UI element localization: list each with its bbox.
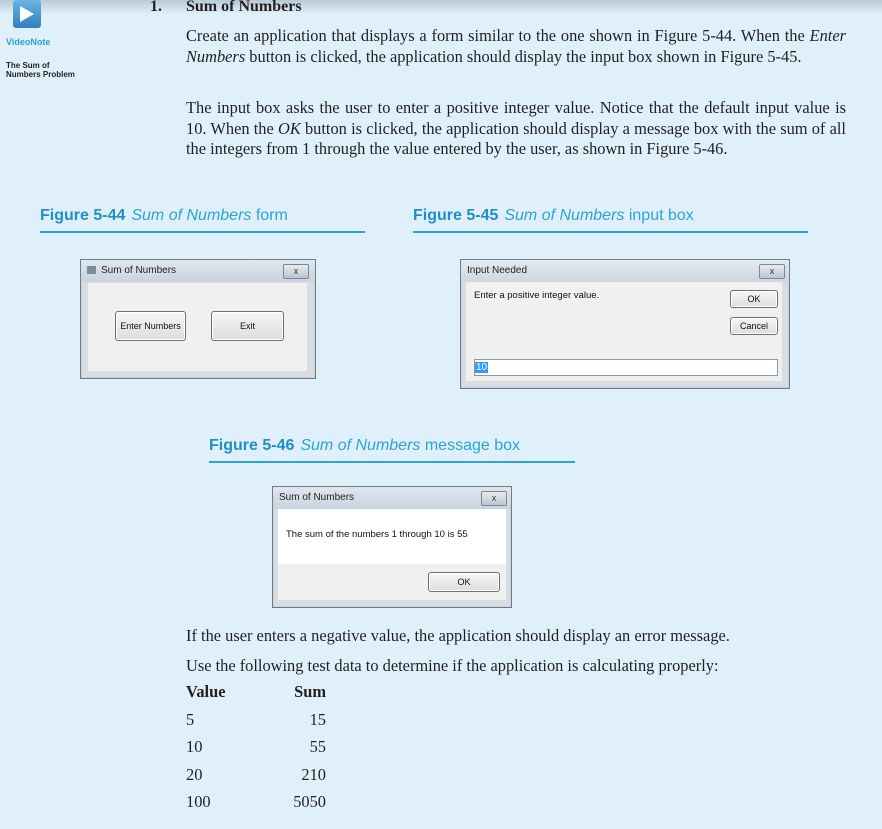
value-cell: 5 [186, 709, 195, 729]
figure-title-rest: form [251, 207, 288, 224]
sum-cell: 55 [309, 737, 326, 756]
videonote-label: VideoNote [6, 37, 51, 47]
text-run: The input box asks the user to enter a positive integer value. Notice that the default input value is 10. When the [186, 98, 846, 138]
figure-number: Figure 5-45 [413, 207, 499, 224]
column-header-value: Value [186, 682, 226, 701]
table-row [186, 737, 386, 765]
figure-5-45-caption [413, 207, 808, 233]
exercise-title: Sum of Numbers [186, 0, 302, 15]
videonote-play-icon[interactable] [13, 0, 41, 28]
text-run: Create an application that displays a form similar to the one shown in Figure 5-44. When the [186, 26, 810, 45]
close-icon[interactable]: x [283, 264, 309, 279]
message-titlebar [273, 487, 511, 509]
close-icon[interactable]: x [481, 491, 507, 506]
paragraph-2 [186, 98, 846, 160]
exercise-heading [150, 0, 302, 16]
paragraph-4 [186, 656, 846, 677]
form-client-area [88, 283, 307, 371]
message-box-window [272, 486, 512, 608]
value-input[interactable] [474, 359, 778, 376]
sum-of-numbers-form-window [80, 259, 316, 379]
figure-5-44-caption [40, 207, 365, 233]
ok-button[interactable]: OK [730, 290, 778, 308]
table-row [186, 710, 386, 738]
text-run: If the user enters a negative value, the application should display an error message. [186, 626, 730, 645]
input-client-area [466, 282, 782, 381]
form-title: Sum of Numbers [101, 265, 177, 276]
sum-cell: 5050 [293, 792, 326, 811]
sum-cell: 210 [301, 764, 326, 784]
figure-title-italic: Sum of Numbers [504, 207, 625, 224]
figure-5-46-caption [209, 437, 575, 463]
sum-cell: 15 [309, 709, 326, 729]
top-shade [0, 0, 882, 14]
figure-number: Figure 5-44 [40, 207, 126, 224]
table-row [186, 765, 386, 793]
value-cell: 10 [186, 737, 203, 756]
exit-button[interactable]: Exit [211, 311, 284, 341]
message-client-area [278, 509, 506, 600]
value-input-text: 10 [476, 362, 488, 373]
figure-title-rest: message box [420, 437, 521, 454]
paragraph-1 [186, 26, 846, 67]
videonote-subtitle: The Sum of Numbers Problem [6, 61, 75, 79]
message-text: The sum of the numbers 1 through 10 is 55 [286, 529, 468, 540]
input-title: Input Needed [467, 265, 528, 276]
input-prompt: Enter a positive integer value. [474, 290, 600, 301]
message-button-strip [278, 564, 506, 600]
figure-title-italic: Sum of Numbers [131, 207, 252, 224]
ok-button[interactable]: OK [428, 572, 500, 592]
app-icon [87, 266, 96, 274]
value-cell: 100 [186, 792, 211, 811]
text-run: button is clicked, the application should display the input box shown in Figure 5-45. [245, 46, 802, 66]
figure-title-italic: Sum of Numbers [300, 437, 421, 454]
close-icon[interactable]: x [759, 264, 785, 279]
table-header-row [186, 682, 386, 710]
table-row [186, 792, 386, 820]
test-data-table [186, 682, 386, 820]
italic-run: Enter Numbers [186, 26, 846, 66]
value-cell: 20 [186, 764, 203, 784]
paragraph-3 [186, 626, 846, 647]
message-title: Sum of Numbers [279, 492, 355, 503]
figure-title-rest: input box [624, 207, 694, 224]
italic-run: OK [277, 118, 301, 138]
input-needed-window [460, 259, 790, 389]
text-run: button is clicked, the application should display a message box with the sum of all the integers from 1 through the value entered by the user, as shown in Figure 5-46. [186, 118, 846, 158]
cancel-button[interactable]: Cancel [730, 317, 778, 335]
exercise-number: 1. [150, 0, 162, 15]
input-titlebar [461, 260, 789, 282]
figure-number: Figure 5-46 [209, 437, 295, 454]
column-header-sum: Sum [294, 682, 326, 701]
enter-numbers-button[interactable]: Enter Numbers [115, 311, 186, 341]
text-run: Use the following test data to determine if the application is calculating properly: [186, 656, 719, 675]
form-titlebar [81, 260, 315, 282]
